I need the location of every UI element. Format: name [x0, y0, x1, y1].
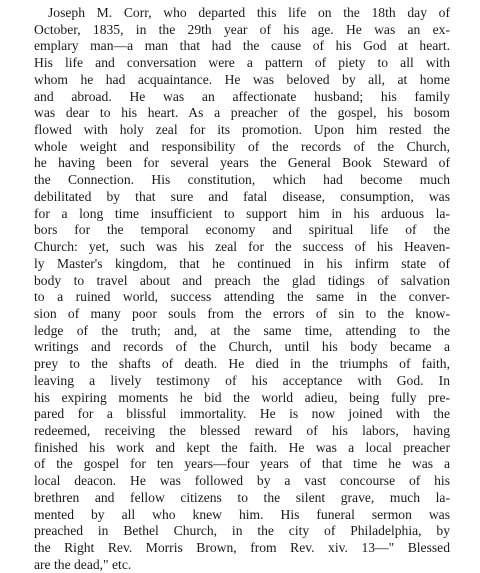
document-page — [34, 5, 480, 573]
text-line: the Connection. His constitution, which had become much — [34, 172, 450, 188]
text-line: October, 1835, in the 29th year of his age. He was an ex- — [34, 21, 450, 37]
text-line: whom he had acquaintance. He was beloved by all, at home — [34, 71, 450, 87]
text-line: the Right Rev. Morris Brown, from Rev. xiv. 13—" Blessed — [34, 540, 450, 555]
text-line: local deacon. He was followed by a vast concourse of his — [34, 473, 450, 489]
text-line: His life and conversation were a pattern of piety to all with — [34, 55, 450, 71]
text-line: ledge of the truth; and, at the same time, attending to the — [34, 322, 450, 338]
text-line: he having been for several years the General Book Steward of — [34, 155, 450, 171]
obituary-paragraph — [34, 5, 480, 573]
text-line: body to travel about and preach the glad tidings of salvation — [34, 272, 450, 288]
text-line: flowed with holy zeal for its promotion. Upon him rested the — [34, 122, 450, 138]
text-line: of the gospel for ten years—four years of that time he was a — [34, 456, 450, 472]
text-line: mented by all who knew him. His funeral sermon was — [34, 506, 450, 522]
text-line: was dear to his heart. As a preacher of the gospel, his bosom — [34, 105, 450, 121]
text-line: preached in Bethel Church, in the city of Philadelphia, by — [34, 523, 450, 539]
text-line: are the dead," etc. — [34, 556, 132, 572]
text-line: prey to the shafts of death. He died in the triumphs of faith, — [34, 356, 450, 372]
text-line: emplary man—a man that had the cause of his God at heart. — [34, 38, 450, 54]
text-line: and abroad. He was an affectionate husband; his family — [34, 88, 450, 104]
text-line: writings and records of the Church, until his body became a — [34, 339, 450, 355]
text-line: to a ruined world, success attending the same in the conver- — [34, 289, 450, 305]
text-line: whole weight and responsibility of the records of the Church, — [34, 138, 450, 154]
text-line: Joseph M. Corr, who departed this life on the 18th day of — [48, 5, 450, 20]
text-line: brethren and fellow citizens to the silent grave, much la- — [34, 489, 450, 505]
text-line: his expiring moments he bid the world adieu, being fully pre- — [34, 389, 450, 405]
text-line: sion of many poor souls from the errors of sin to the know- — [34, 305, 450, 321]
text-line: leaving a lively testimony of his acceptance with God. In — [34, 372, 450, 388]
text-line: pared for a blissful immortality. He is now joined with the — [34, 406, 450, 422]
text-line: redeemed, receiving the blessed reward of his labors, having — [34, 422, 450, 438]
text-line: for a long time insufficient to support him in his arduous la- — [34, 205, 450, 221]
text-line: Church: yet, such was his zeal for the success of his Heaven- — [34, 239, 450, 255]
text-line: ly Master's kingdom, that he continued in his infirm state of — [34, 255, 450, 271]
text-line: bors for the temporal economy and spiritual life of the — [34, 222, 450, 238]
text-line: debilitated by that sure and fatal disease, consumption, was — [34, 188, 450, 204]
text-line: finished his work and kept the faith. He was a local preacher — [34, 439, 450, 455]
